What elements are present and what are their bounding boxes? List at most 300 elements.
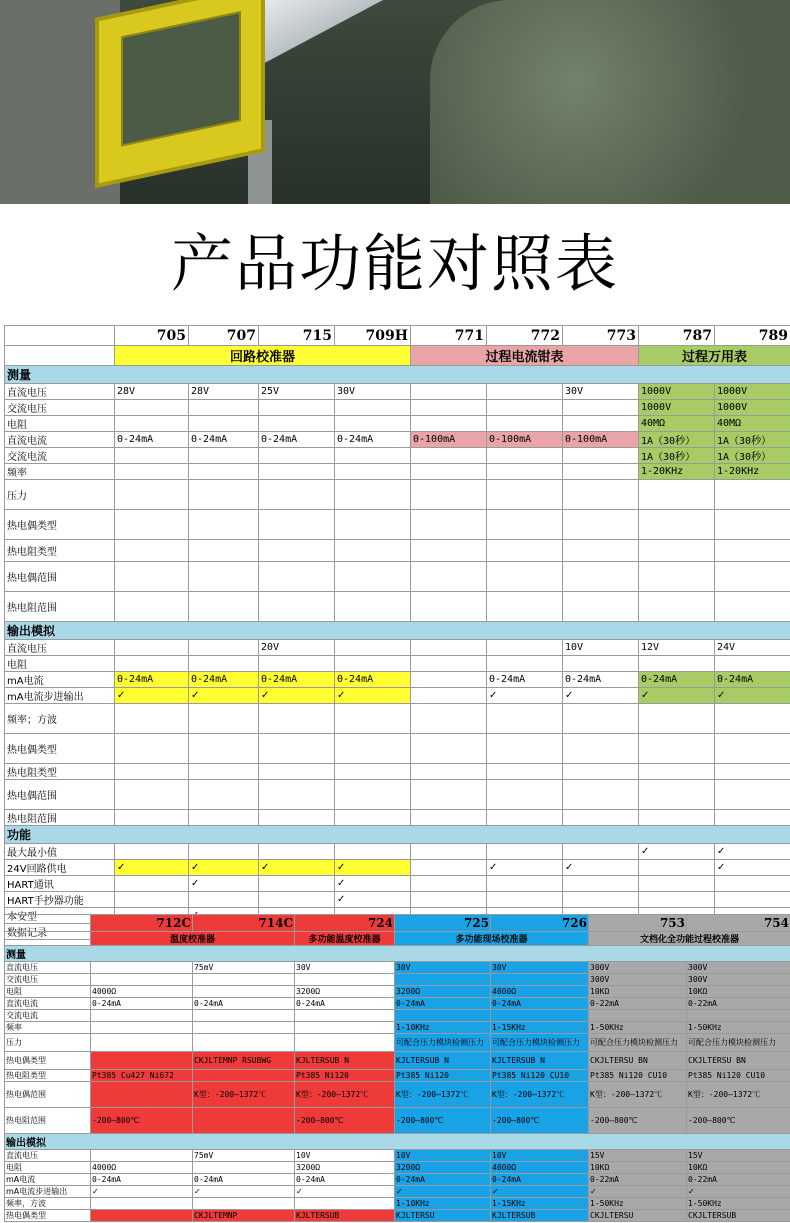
table-row: [5, 860, 790, 876]
row-label: 热电偶类型: [5, 1210, 91, 1222]
table-cell: [563, 844, 639, 860]
table-cell: [91, 1082, 193, 1108]
table-cell: [115, 448, 189, 464]
table-cell: -200—800℃: [589, 1108, 687, 1134]
table-cell: [715, 892, 790, 908]
table-cell: [335, 448, 411, 464]
table-cell: [115, 592, 189, 622]
table-cell: ✓: [563, 688, 639, 704]
table-cell: 0-24mA: [259, 672, 335, 688]
model-header-789: 789: [715, 326, 790, 346]
table-cell: [189, 540, 259, 562]
table-cell: [395, 1010, 491, 1022]
table-cell: 3200Ω: [295, 1162, 395, 1174]
table-cell: CKJLTERSU: [589, 1210, 687, 1222]
table-cell: [91, 1010, 193, 1022]
table-cell: 24V: [715, 640, 790, 656]
page-title: 产品功能对照表: [170, 227, 619, 300]
table-cell: [411, 844, 487, 860]
table-cell: 0-24mA: [189, 672, 259, 688]
group-header: 多功能温度校准器: [295, 932, 395, 946]
table-cell: ✓: [639, 844, 715, 860]
table-cell: [115, 844, 189, 860]
table-cell: [715, 704, 790, 734]
table-cell: [411, 416, 487, 432]
table-cell: [259, 780, 335, 810]
table-cell: [563, 592, 639, 622]
row-label: 压力: [5, 1034, 91, 1052]
table-cell: [411, 592, 487, 622]
row-label: 热电偶类型: [5, 1052, 91, 1070]
model-header-725: 725: [395, 915, 491, 932]
table-cell: 1-50KHz: [589, 1022, 687, 1034]
table-cell: -200—800℃: [295, 1108, 395, 1134]
model-header-705: 705: [115, 326, 189, 346]
row-label: 频率；方波: [5, 704, 115, 734]
table-cell: [91, 962, 193, 974]
table-cell: [639, 780, 715, 810]
table-cell: [115, 656, 189, 672]
table-cell: [189, 448, 259, 464]
table-cell: [487, 764, 563, 780]
row-label: 频率: [5, 464, 115, 480]
table-row: [5, 915, 790, 932]
table-cell: [563, 810, 639, 826]
row-label: mA电流: [5, 1174, 91, 1186]
table-cell: [335, 416, 411, 432]
table-cell: 28V: [189, 384, 259, 400]
table-cell: [563, 734, 639, 764]
table-cell: [115, 640, 189, 656]
table-cell: 10KΩ: [687, 1162, 790, 1174]
row-label: 热电阻范围: [5, 592, 115, 622]
table-cell: [589, 1010, 687, 1022]
table-cell: K型：-200—1372℃: [193, 1082, 295, 1108]
table-cell: [487, 810, 563, 826]
table-cell: [639, 562, 715, 592]
table-cell: 0-22mA: [687, 998, 790, 1010]
model-header-753: 753: [589, 915, 687, 932]
table-row: [5, 326, 790, 346]
table-cell: [335, 592, 411, 622]
table-cell: [115, 704, 189, 734]
table-cell: 300V: [589, 962, 687, 974]
table-cell: [91, 1210, 193, 1222]
comparison-table-1: [4, 325, 790, 940]
row-label: 直流电压: [5, 1150, 91, 1162]
table-cell: ✓: [335, 688, 411, 704]
table-cell: ✓: [487, 860, 563, 876]
table-cell: [189, 562, 259, 592]
model-header-772: 772: [487, 326, 563, 346]
table-row: [5, 562, 790, 592]
table-cell: [259, 592, 335, 622]
table-row: [5, 1210, 790, 1222]
table-cell: ✓: [491, 1186, 589, 1198]
table-cell: [115, 464, 189, 480]
table-cell: 1-10KHz: [395, 1198, 491, 1210]
row-label: 热电阻类型: [5, 540, 115, 562]
row-label: 热电阻类型: [5, 764, 115, 780]
model-header-709H: 709H: [335, 326, 411, 346]
section-header: 输出模拟: [5, 622, 790, 640]
row-label: mA电流步进输出: [5, 1186, 91, 1198]
table-cell: [563, 400, 639, 416]
table-cell: [411, 704, 487, 734]
table-cell: [115, 510, 189, 540]
table-row: [5, 1082, 790, 1108]
row-label: HART手抄器功能: [5, 892, 115, 908]
table-row: [5, 384, 790, 400]
table-cell: [189, 810, 259, 826]
table-cell: Pt385 Cu427 Ni672: [91, 1070, 193, 1082]
table-cell: [639, 892, 715, 908]
table-cell: [193, 1070, 295, 1082]
row-label: 热电偶范围: [5, 780, 115, 810]
table-row: [5, 416, 790, 432]
table-cell: 30V: [295, 962, 395, 974]
row-label: 电阻: [5, 986, 91, 998]
table-cell: [193, 1022, 295, 1034]
table-cell: [335, 780, 411, 810]
table-cell: K型：-200—1372℃: [589, 1082, 687, 1108]
table-cell: ✓: [715, 688, 790, 704]
table-cell: [193, 974, 295, 986]
table-cell: [91, 1022, 193, 1034]
table-row: [5, 932, 790, 946]
table-cell: [335, 510, 411, 540]
table-cell: [715, 540, 790, 562]
table-cell: 10V: [491, 1150, 589, 1162]
table-cell: [295, 1198, 395, 1210]
table-cell: 0-100mA: [487, 432, 563, 448]
table-cell: 10V: [295, 1150, 395, 1162]
table-cell: [563, 704, 639, 734]
table-cell: [411, 480, 487, 510]
table-cell: KJLTERSU: [395, 1210, 491, 1222]
table-cell: [411, 764, 487, 780]
table-cell: [295, 1022, 395, 1034]
model-header-787: 787: [639, 326, 715, 346]
table-cell: 1A（30秒）: [715, 448, 790, 464]
table-cell: K型：-200—1372℃: [687, 1082, 790, 1108]
table-cell: [189, 400, 259, 416]
table-row: [5, 1010, 790, 1022]
table-cell: 1000V: [639, 384, 715, 400]
table-cell: [715, 810, 790, 826]
comparison-table-2: [4, 914, 790, 1222]
table-cell: [639, 704, 715, 734]
table-cell: [411, 400, 487, 416]
table-cell: [411, 780, 487, 810]
table-cell: K型：-200—1372℃: [491, 1082, 589, 1108]
table-cell: [335, 844, 411, 860]
table-cell: [487, 656, 563, 672]
model-header-714C: 714C: [193, 915, 295, 932]
table-cell: ✓: [189, 688, 259, 704]
table-cell: [259, 704, 335, 734]
table-cell: [259, 892, 335, 908]
table-cell: [189, 892, 259, 908]
table-cell: [189, 592, 259, 622]
table-cell: 0-24mA: [295, 1174, 395, 1186]
table-row: [5, 346, 790, 366]
table-cell: [259, 400, 335, 416]
table-cell: ✓: [193, 1186, 295, 1198]
table-row: [5, 688, 790, 704]
row-label: 最大最小值: [5, 844, 115, 860]
table-cell: [335, 734, 411, 764]
table-cell: [487, 510, 563, 540]
header-corner: [5, 326, 115, 346]
table-cell: ✓: [115, 688, 189, 704]
model-header-726: 726: [491, 915, 589, 932]
table-cell: [715, 780, 790, 810]
row-label: 热电偶类型: [5, 734, 115, 764]
table-cell: 0-24mA: [715, 672, 790, 688]
table-cell: [563, 780, 639, 810]
table-cell: [487, 480, 563, 510]
model-header-773: 773: [563, 326, 639, 346]
table-cell: ✓: [715, 860, 790, 876]
table-cell: [563, 416, 639, 432]
table-cell: [259, 540, 335, 562]
table-cell: [487, 562, 563, 592]
table-cell: [487, 464, 563, 480]
table-row: [5, 1198, 790, 1210]
table-cell: [259, 734, 335, 764]
table-cell: 0-24mA: [335, 432, 411, 448]
table-cell: -200—800℃: [395, 1108, 491, 1134]
row-label: 24V回路供电: [5, 860, 115, 876]
table-cell: 30V: [335, 384, 411, 400]
table-row: [5, 622, 790, 640]
table-cell: ✓: [295, 1186, 395, 1198]
table-cell: ✓: [259, 860, 335, 876]
table-cell: KJLTERSUB N: [491, 1052, 589, 1070]
table-cell: ✓: [259, 688, 335, 704]
row-label: 交流电压: [5, 400, 115, 416]
table-cell: 1-50KHz: [589, 1198, 687, 1210]
table-cell: 1000V: [715, 400, 790, 416]
table-row: [5, 1134, 790, 1150]
table-row: [5, 366, 790, 384]
table-cell: 40MΩ: [715, 416, 790, 432]
table-cell: [639, 876, 715, 892]
table-cell: 1-10KHz: [395, 1022, 491, 1034]
table-cell: [193, 1198, 295, 1210]
table-cell: 0-24mA: [639, 672, 715, 688]
table-cell: 1000V: [639, 400, 715, 416]
table-cell: Pt385 Ni120: [295, 1070, 395, 1082]
table-cell: [715, 592, 790, 622]
table-cell: [189, 780, 259, 810]
row-label: 电阻: [5, 656, 115, 672]
table-cell: ✓: [687, 1186, 790, 1198]
table-cell: [487, 876, 563, 892]
table-cell: ✓: [335, 876, 411, 892]
group-header: 温度校准器: [91, 932, 295, 946]
table-cell: 1-20KHz: [715, 464, 790, 480]
table-cell: [115, 416, 189, 432]
row-label: HART通讯: [5, 876, 115, 892]
table-cell: [487, 734, 563, 764]
table-cell: 30V: [395, 962, 491, 974]
model-header-771: 771: [411, 326, 487, 346]
table-row: [5, 962, 790, 974]
table-row: [5, 540, 790, 562]
table-cell: [193, 1162, 295, 1174]
table-cell: [563, 764, 639, 780]
table-cell: 1-50KHz: [687, 1198, 790, 1210]
table-row: [5, 826, 790, 844]
table-cell: [563, 464, 639, 480]
table-cell: [563, 510, 639, 540]
table-cell: [639, 860, 715, 876]
table-row: [5, 1108, 790, 1134]
table-cell: Pt385 Ni120 CU10: [589, 1070, 687, 1082]
table-cell: [411, 464, 487, 480]
table-cell: ✓: [335, 892, 411, 908]
table-cell: [639, 480, 715, 510]
table-cell: [411, 656, 487, 672]
table-cell: 0-24mA: [395, 998, 491, 1010]
table-row: [5, 400, 790, 416]
row-label: 热电偶范围: [5, 562, 115, 592]
table-cell: [335, 656, 411, 672]
table-row: [5, 592, 790, 622]
table-cell: [259, 562, 335, 592]
table-cell: [395, 974, 491, 986]
table-cell: -200—800℃: [491, 1108, 589, 1134]
table-cell: ✓: [589, 1186, 687, 1198]
table-cell: [639, 810, 715, 826]
row-label: mA电流: [5, 672, 115, 688]
table-cell: [259, 656, 335, 672]
table-row: [5, 656, 790, 672]
table-cell: [563, 480, 639, 510]
table-cell: 4000Ω: [491, 986, 589, 998]
row-label: 压力: [5, 480, 115, 510]
table-cell: [563, 448, 639, 464]
table-cell: [115, 540, 189, 562]
table-cell: [563, 656, 639, 672]
table-cell: [487, 780, 563, 810]
table-cell: [335, 764, 411, 780]
table-cell: [411, 892, 487, 908]
table-cell: 300V: [687, 962, 790, 974]
table-cell: 0-22mA: [589, 998, 687, 1010]
table-cell: [715, 656, 790, 672]
table-cell: [115, 892, 189, 908]
table-cell: [259, 764, 335, 780]
table-cell: [91, 1052, 193, 1070]
table-cell: [115, 780, 189, 810]
table-cell: 10KΩ: [589, 986, 687, 998]
table-cell: [335, 640, 411, 656]
table-cell: ✓: [563, 860, 639, 876]
table-cell: Pt385 Ni120 CU10: [491, 1070, 589, 1082]
table-cell: 10KΩ: [589, 1162, 687, 1174]
table-cell: 30V: [491, 962, 589, 974]
table-row: [5, 510, 790, 540]
table-row: [5, 946, 790, 962]
table-row: [5, 986, 790, 998]
row-label: 热电偶类型: [5, 510, 115, 540]
table-cell: K型：-200—1372℃: [395, 1082, 491, 1108]
table-cell: [193, 986, 295, 998]
table-cell: 1A（30秒）: [639, 448, 715, 464]
group-header: 过程万用表: [639, 346, 790, 366]
table-cell: 1A（30秒）: [715, 432, 790, 448]
table-cell: [91, 1034, 193, 1052]
table-cell: [639, 656, 715, 672]
row-label: 交流电流: [5, 1010, 91, 1022]
table-cell: [259, 480, 335, 510]
table-cell: 4000Ω: [491, 1162, 589, 1174]
table-cell: [487, 844, 563, 860]
table-cell: [411, 384, 487, 400]
row-label: 直流电流: [5, 998, 91, 1010]
row-label: 热电阻范围: [5, 810, 115, 826]
table-cell: [189, 480, 259, 510]
table-row: [5, 1186, 790, 1198]
table-cell: [259, 510, 335, 540]
table-row: [5, 1174, 790, 1186]
table-cell: [115, 400, 189, 416]
junction-box-shape: [95, 0, 265, 188]
table-cell: 0-24mA: [491, 1174, 589, 1186]
row-label: mA电流步进输出: [5, 688, 115, 704]
table-cell: [335, 480, 411, 510]
table-cell: ✓: [189, 876, 259, 892]
table-cell: [411, 640, 487, 656]
header-corner: [5, 915, 91, 932]
table-cell: 0-24mA: [115, 672, 189, 688]
table-row: [5, 974, 790, 986]
table-cell: 15V: [687, 1150, 790, 1162]
table-cell: 0-24mA: [259, 432, 335, 448]
table-cell: [91, 1150, 193, 1162]
table-cell: [259, 844, 335, 860]
table-cell: [115, 734, 189, 764]
table-cell: 0-24mA: [491, 998, 589, 1010]
table-cell: [189, 734, 259, 764]
table-cell: [189, 416, 259, 432]
table-cell: [189, 656, 259, 672]
table-cell: KJLTERSUB: [295, 1210, 395, 1222]
row-label: 频率，方波: [5, 1198, 91, 1210]
table-cell: 可配合压力模块检测压力: [589, 1034, 687, 1052]
table-cell: 可配合压力模块检测压力: [395, 1034, 491, 1052]
table-cell: 300V: [687, 974, 790, 986]
table-cell: [189, 704, 259, 734]
row-label: 数据记录: [5, 924, 115, 940]
table-cell: [193, 1108, 295, 1134]
row-label: 直流电压: [5, 384, 115, 400]
table-cell: [487, 448, 563, 464]
table-cell: [639, 592, 715, 622]
table-cell: 0-24mA: [563, 672, 639, 688]
section-header: 功能: [5, 826, 790, 844]
table-cell: [563, 892, 639, 908]
table-cell: [487, 892, 563, 908]
table-cell: ✓: [639, 688, 715, 704]
table-row: [5, 998, 790, 1010]
table-cell: 0-24mA: [295, 998, 395, 1010]
table-cell: 4000Ω: [91, 1162, 193, 1174]
model-header-712C: 712C: [91, 915, 193, 932]
